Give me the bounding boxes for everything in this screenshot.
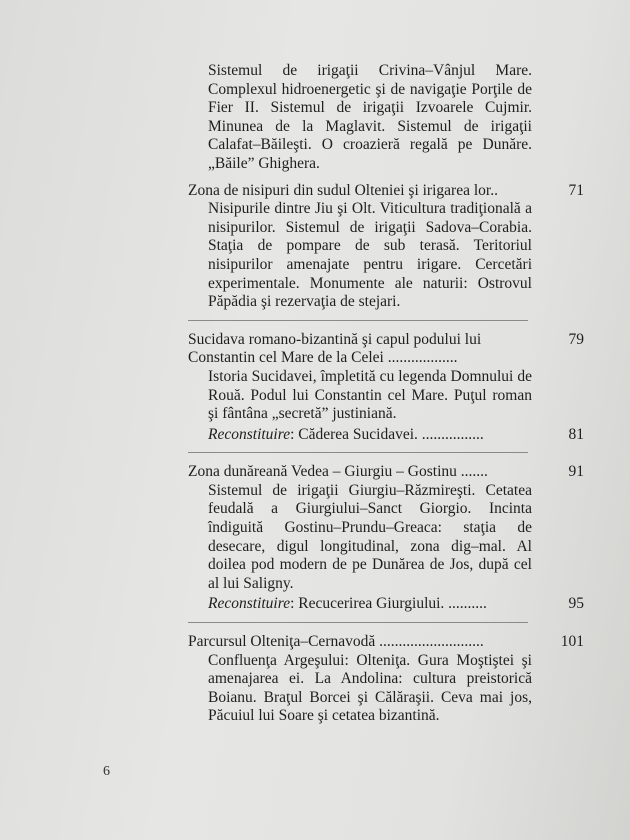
toc-reconstitution (188, 425, 584, 445)
toc-page-number: 71 (568, 181, 584, 199)
toc-entry-description: Confluenţa Argeşului: Olteniţa. Gura Moştiştei şi amenajarea ei. La Andolina: cultura preistorică Boianu. Braţul Borcei şi Călăraşii. Ceva mai jos, Păcuiul lui Soare şi cetatea bizantină. (208, 651, 532, 725)
toc-page-number: 95 (568, 595, 584, 613)
table-of-contents (188, 62, 584, 734)
page-folio-number: 6 (103, 764, 110, 779)
toc-page-number: 91 (568, 463, 584, 481)
toc-page-number: 101 (560, 633, 584, 651)
toc-entry-2 (188, 182, 584, 312)
reconstitution-text: : Căderea Sucidavei. ................ (290, 425, 484, 443)
reconstitution-text: : Recucerirea Giurgiului. .......... (290, 595, 487, 613)
toc-entry-5 (188, 633, 584, 726)
toc-entry-description: Nisipurile dintre Jiu şi Olt. Viticultura tradiţională a nisipurilor. Sistemul de irigaţii Sadova–Corabia. Staţia de pompare de sub terasă. Teritoriul nisipurilor amenajate pentru irigare. Cercetări experimentale. Monumente ale naturii: Ostrovul Păpădia şi rezervaţia de stejari. (208, 200, 532, 311)
toc-entry-description: Istoria Sucidavei, împletită cu legenda Domnului de Rouă. Podul lui Constantin cel Mare. Puţul roman şi fântâna „secretă” justiniană. (208, 367, 532, 423)
toc-reconstitution (188, 595, 584, 614)
divider (188, 320, 528, 321)
toc-page-number: 81 (568, 425, 584, 443)
toc-entry-3 (188, 331, 584, 445)
toc-entry-title: Zona de nisipuri din sudul Olteniei şi irigarea lor.. (188, 181, 498, 199)
reconstitution-label: Reconstituire (208, 595, 291, 613)
divider (188, 622, 528, 623)
divider (188, 452, 528, 453)
toc-entry-description: Sistemul de irigaţii Giurgiu–Răzmireşti. Cetatea feudală a Giurgiului–Sanct Giorgio. Incinta îndiguită Gostinu–Prundu–Greaca: staţia de desecare, digul longitudinal, zona dig–mal. Al doilea pod modern de pe Dunărea de Jos, după cel al lui Saligny. (208, 481, 532, 592)
toc-entry-title: Zona dunăreană Vedea – Giurgiu – Gostinu ....... (188, 463, 488, 481)
toc-entry-4 (188, 463, 584, 614)
toc-page-number: 79 (568, 330, 584, 348)
reconstitution-label: Reconstituire (208, 425, 291, 443)
toc-entry-title: Parcursul Olteniţa–Cernavodă ........................... (188, 633, 484, 651)
toc-entry-1 (188, 62, 584, 174)
toc-entry-title: Sucidava romano-bizantină şi capul podului lui Constantin cel Mare de la Celei .................. (188, 330, 482, 367)
toc-entry-description: Sistemul de irigaţii Crivina–Vânjul Mare. Complexul hidroenergetic şi de navigaţie Porţile de Fier II. Sistemul de irigaţii Izvoarele Cujmir. Minunea de la Maglavit. Sistemul de irigaţii Calafat–Băileşti. O croazieră regală pe Dunăre. „Băile” Ghighera. (208, 62, 532, 172)
